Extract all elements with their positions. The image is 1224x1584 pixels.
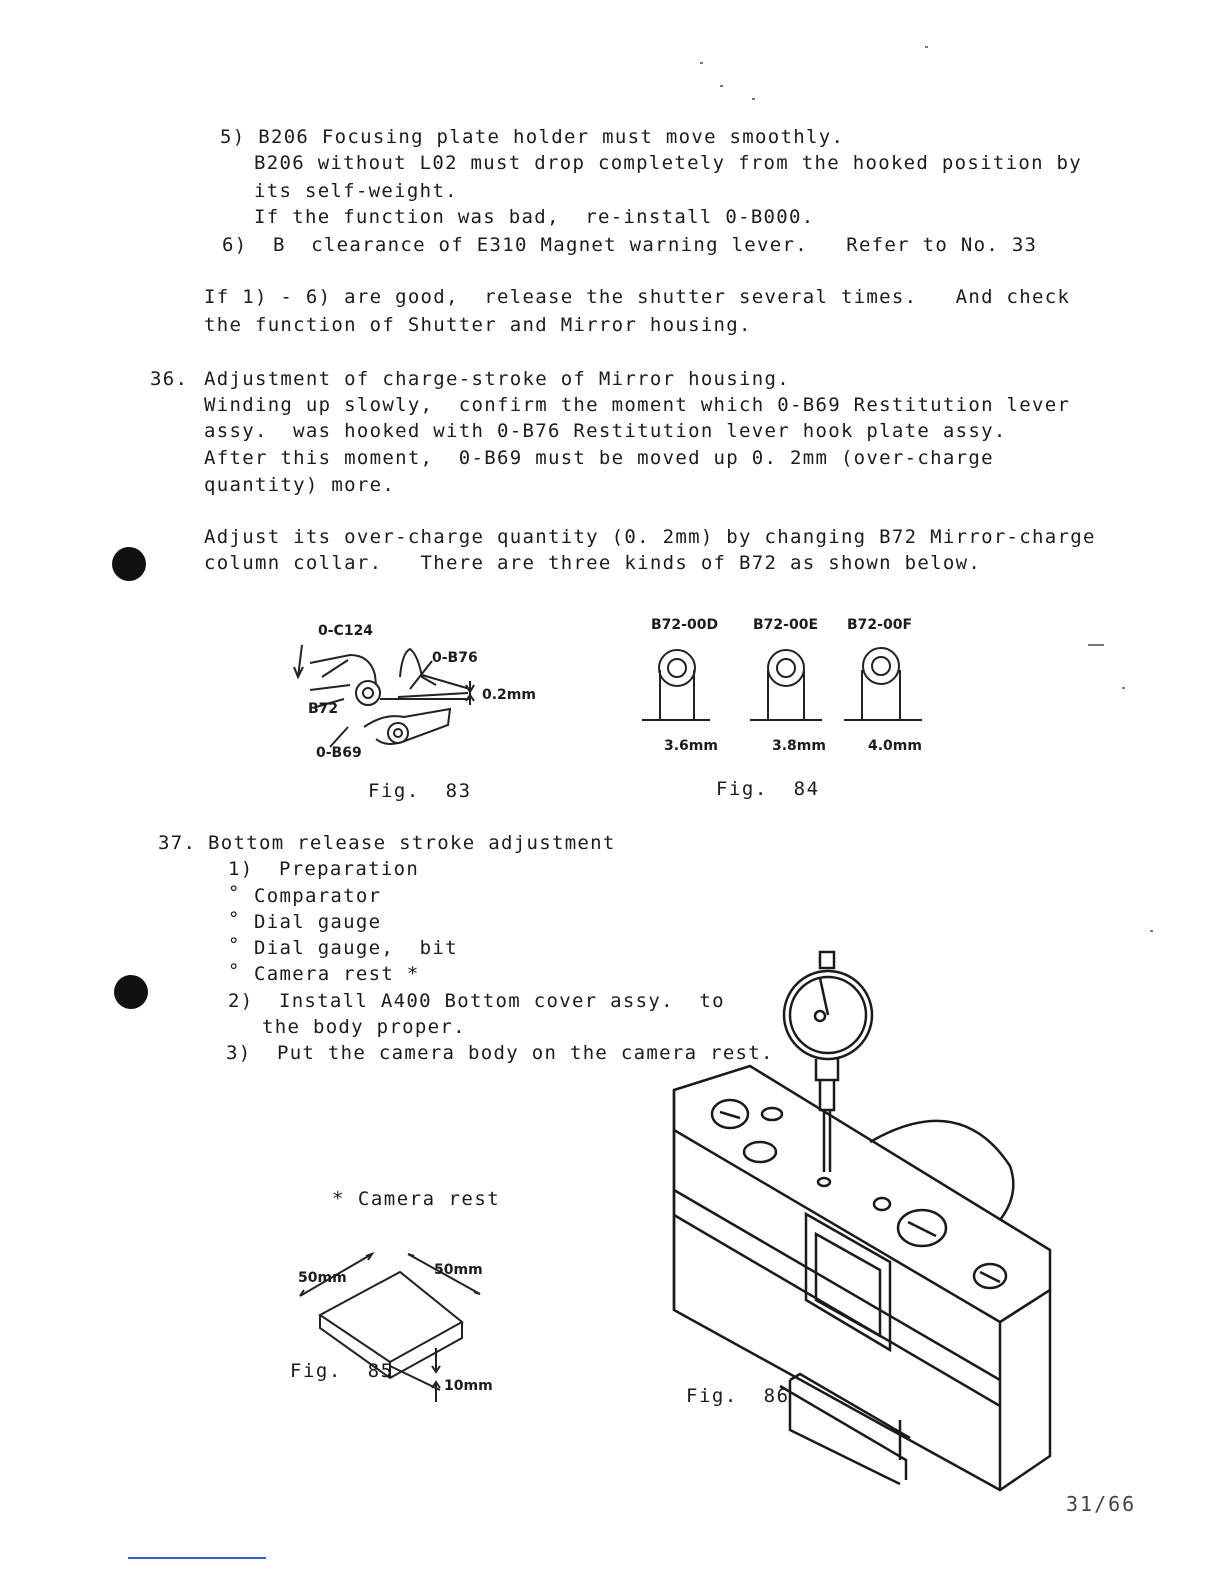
fig83-label-gap: 0.2mm [482,687,536,703]
scan-speck [925,46,928,48]
fig84-part-size-3: 4.0mm [868,738,922,754]
sec37-title: Bottom release stroke adjustment [208,832,616,854]
fig83-label-c124: 0-C124 [318,623,374,639]
fig83-caption: Fig. 83 [368,780,472,802]
sec37-step1: 1) Preparation [228,858,420,880]
sec37-step2b: the body proper. [262,1016,466,1038]
fig86-svg [660,940,1060,1500]
fig83-label-b76: 0-B76 [432,650,478,666]
tool-item-4: Camera rest * [254,963,420,985]
sec36-line2: Winding up slowly, confirm the moment which 0-B69 Restitution lever [204,394,1071,416]
fig84-svg [630,640,940,740]
fig86-drawing [660,940,1060,1500]
sec37-step3: 3) Put the camera body on the camera rest. [226,1042,774,1064]
binder-hole-top [112,547,146,581]
tool-bullet: ° [228,934,241,956]
sec36-line6: Adjust its over-charge quantity (0. 2mm) by changing B72 Mirror-charge [204,526,1096,548]
fig84-part-size-1: 3.6mm [664,738,718,754]
sec37-step2a: 2) Install A400 Bottom cover assy. to [228,990,725,1012]
item6-line: 6) B clearance of E310 Magnet warning lever. Refer to No. 33 [222,234,1038,256]
item5-line4: If the function was bad, re-install 0-B000. [254,206,815,228]
scan-speck [720,85,723,87]
fig85-title: * Camera rest [332,1188,501,1210]
scan-speck [1150,930,1153,932]
scan-speck [752,98,755,100]
fig85-dim-h: 10mm [444,1378,493,1394]
binder-hole-bottom [114,975,148,1009]
fig83-label-b69: 0-B69 [316,745,362,761]
tool-item-1: Comparator [254,885,382,907]
tool-item-2: Dial gauge [254,911,382,933]
page-number: 31/66 [1066,1492,1137,1516]
fig85-dim-w2: 50mm [434,1262,483,1278]
fig85-caption: Fig. 85 [290,1360,394,1382]
sec37-number: 37. [158,832,197,854]
tool-bullet: ° [228,882,241,904]
tool-bullet: ° [228,960,241,982]
sec36-line1: Adjustment of charge-stroke of Mirror housing. [204,368,790,390]
fig86-caption: Fig. 86 [686,1385,790,1407]
sec36-number: 36. [150,368,189,390]
scan-speck [700,62,703,64]
fig85-drawing [280,1240,510,1410]
sec36-line7: column collar. There are three kinds of B72 as shown below. [204,552,982,574]
bottom-rule [128,1557,266,1559]
fig84-part-name-1: B72-00D [651,617,719,633]
fig84-part-name-3: B72-00F [847,617,913,633]
fig83-label-b72: B72 [308,701,339,717]
item5-line3: its self-weight. [254,180,458,202]
scan-speck [1088,644,1104,646]
check-line2: the function of Shutter and Mirror housing. [204,314,752,336]
item5-line2: B206 without L02 must drop completely from the hooked position by [254,152,1083,174]
fig84-part-name-2: B72-00E [753,617,819,633]
tool-item-3: Dial gauge, bit [254,937,458,959]
item5-line1: 5) B206 Focusing plate holder must move smoothly. [220,126,845,148]
fig85-dim-w1: 50mm [298,1270,347,1286]
scan-speck [1122,687,1125,689]
fig84-drawing [630,640,940,740]
sec36-line3: assy. was hooked with 0-B76 Restitution lever hook plate assy. [204,420,1007,442]
check-line1: If 1) - 6) are good, release the shutter several times. And check [204,286,1071,308]
tool-bullet: ° [228,908,241,930]
sec36-line5: quantity) more. [204,474,396,496]
fig84-caption: Fig. 84 [716,778,820,800]
fig83-drawing [280,615,580,775]
fig84-part-size-2: 3.8mm [772,738,826,754]
sec36-line4: After this moment, 0-B69 must be moved up 0. 2mm (over-charge [204,447,994,469]
